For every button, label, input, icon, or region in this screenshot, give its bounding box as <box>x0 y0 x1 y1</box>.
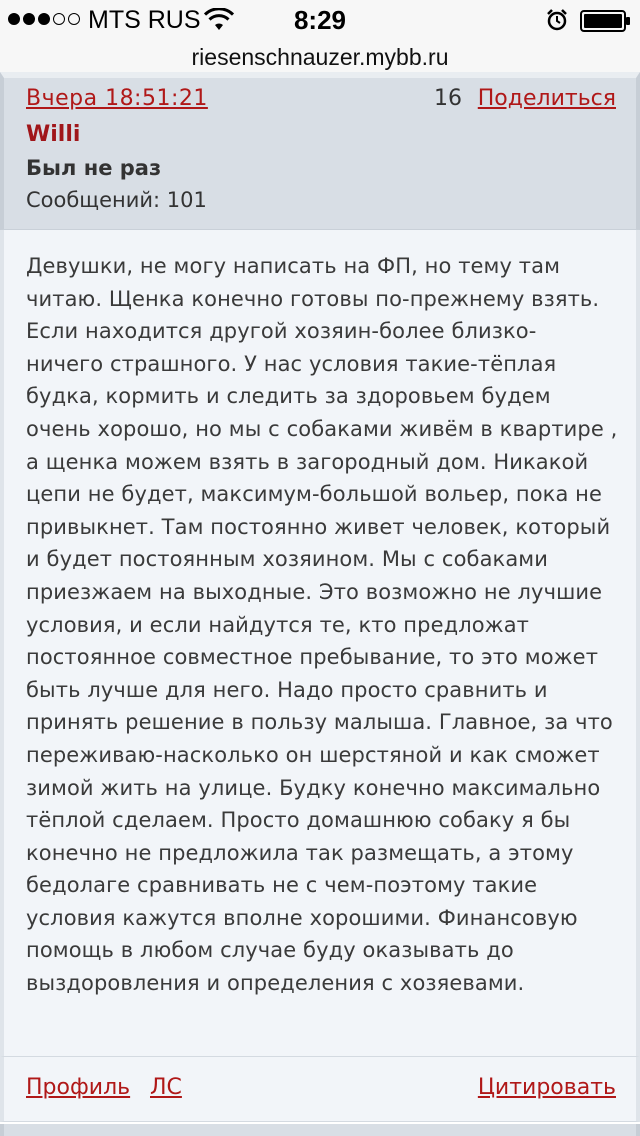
author-posts-count: Сообщений: 101 <box>26 188 207 212</box>
carrier-name: MTS RUS <box>88 6 201 34</box>
share-link[interactable]: Поделиться <box>477 86 616 111</box>
author-rank: Был не раз <box>26 156 162 180</box>
post-text: Девушки, не могу написать на ФП, но тему там читаю. Щенка конечно готовы по-прежнему взять. Если находится другой хозяин-более близко- ничего страшного. У нас условия такие-тёплая будка, кормить и следить за здоровьем будем очень хорошо, но мы с собаками живём в квартире , а щенка можем взять в загородный дом. Никакой цепи не будет, максимум-большой вольер, пока не привыкнет. Там постоянно живет человек, который и будет постоянным хозяином. Мы с собаками приезжаем на выходные. Это возможно не лучшие условия, и если найдутся те, кто предложат постоянное совместное пребывание, то это может быть лучше для него. Надо просто сравнить и принять решение в пользу малыша. Главное, за что переживаю-насколько он шерстяной и как сможет зимой жить на улице. Будку конечно максимально тёплой сделаем. Просто домашнюю собаку я бы конечно не предложила так размещать, а этому бедолаге сравнивать не с чем-поэтому такие условия кажутся вполне хорошими. Финансовую помощь в любом случае буду оказывать до выздоровления и определения с хозяевами. <box>26 254 618 996</box>
battery-icon <box>580 10 632 37</box>
status-bar <box>0 0 640 40</box>
next-post-header <box>0 1124 640 1136</box>
quote-link[interactable]: Цитировать <box>477 1075 616 1100</box>
post-footer <box>0 1056 640 1122</box>
profile-link[interactable]: Профиль <box>26 1075 131 1100</box>
post-body <box>0 230 640 1056</box>
post-number: 16 <box>434 86 462 111</box>
post-header <box>0 72 640 230</box>
url-text: riesenschnauzer.mybb.ru <box>191 44 449 70</box>
clock: 8:29 <box>293 5 347 35</box>
private-message-link[interactable]: ЛС <box>150 1075 182 1100</box>
post-date-link[interactable]: Вчера 18:51:21 <box>26 86 208 111</box>
alarm-clock-icon <box>545 8 569 37</box>
author-name[interactable]: Willi <box>26 122 81 147</box>
